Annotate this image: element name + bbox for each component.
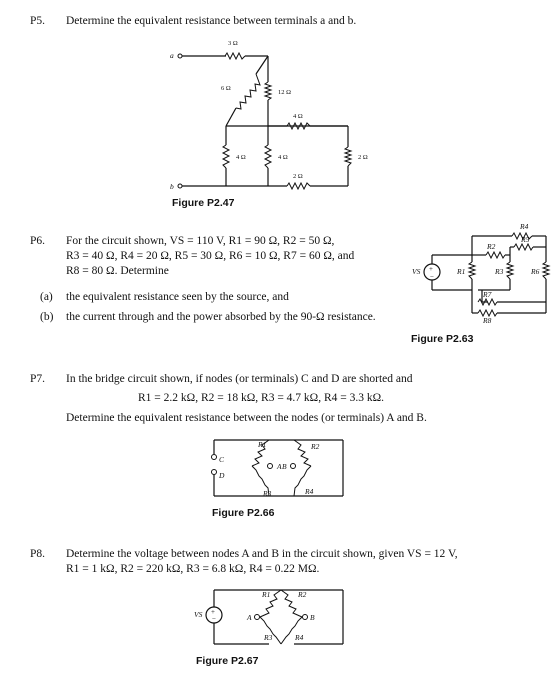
resistor-label-r5: R5 — [521, 235, 530, 244]
resistor-label-r4: R4 — [295, 633, 304, 642]
figure-caption-p2-63: Figure P2.63 — [411, 333, 474, 345]
problem-p6-part-b-text: the current through and the power absorbed by the 90-Ω resistance. — [66, 311, 376, 323]
resistor-label-r1: R1 — [457, 267, 466, 276]
resistor-label-r3: R3 — [495, 267, 504, 276]
resistor-label-3ohm: 3 Ω — [228, 40, 238, 47]
svg-text:+: + — [211, 608, 215, 616]
problem-p6-line3: R8 = 80 Ω. Determine — [66, 265, 169, 277]
problem-number-p8: P8. — [30, 548, 46, 560]
terminal-b-label: b — [170, 182, 174, 191]
resistor-label-2ohm-bottom: 2 Ω — [293, 173, 303, 180]
figure-caption-p2-47: Figure P2.47 — [172, 197, 235, 209]
problem-p7-line2: R1 = 2.2 kΩ, R2 = 18 kΩ, R3 = 4.7 kΩ, R4 = 3.3 kΩ. — [138, 392, 385, 404]
node-d-label: D — [219, 471, 225, 480]
svg-text:−: − — [212, 615, 216, 623]
problem-p6-part-a-text: the equivalent resistance seen by the source, and — [66, 291, 289, 303]
svg-text:−: − — [430, 273, 434, 281]
resistor-label-r3: R3 — [264, 633, 273, 642]
problem-p6-line2: R3 = 40 Ω, R4 = 20 Ω, R5 = 30 Ω, R6 = 10 Ω, R7 = 60 Ω, and — [66, 250, 355, 262]
node-a-label: A — [247, 613, 252, 622]
resistor-label-12ohm: 12 Ω — [278, 89, 291, 96]
resistor-label-r2: R2 — [298, 590, 307, 599]
resistor-label-6ohm: 6 Ω — [221, 85, 231, 92]
problem-p8-line1: Determine the voltage between nodes A and B in the circuit shown, given VS = 12 V, — [66, 548, 458, 560]
resistor-label-4ohm-mid: 4 Ω — [278, 154, 288, 161]
resistor-label-r2: R2 — [487, 242, 496, 251]
resistor-label-r4: R4 — [305, 487, 314, 496]
resistor-label-r1: R1 — [258, 440, 267, 449]
problem-number-p5: P5. — [30, 15, 46, 27]
problem-p6-part-a-label: (a) — [40, 291, 53, 303]
problem-p8-line2: R1 = 1 kΩ, R2 = 220 kΩ, R3 = 6.8 kΩ, R4 = 0.22 MΩ. — [66, 563, 320, 575]
resistor-label-r2: R2 — [311, 442, 320, 451]
resistor-label-r3: R3 — [263, 489, 272, 498]
resistor-label-r4: R4 — [520, 222, 529, 231]
terminal-a-label: a — [170, 51, 174, 60]
problem-p7-line3: Determine the equivalent resistance between the nodes (or terminals) A and B. — [66, 412, 427, 424]
problem-p7-line1: In the bridge circuit shown, if nodes (or terminals) C and D are shorted and — [66, 373, 413, 385]
node-b-label: B — [282, 462, 287, 471]
resistor-label-4ohm-left: 4 Ω — [236, 154, 246, 161]
resistor-label-r7: R7 — [483, 290, 492, 299]
node-b-label: B — [310, 613, 315, 622]
node-c-label: C — [219, 455, 225, 464]
resistor-label-r8: R8 — [483, 316, 492, 325]
figure-caption-p2-67: Figure P2.67 — [196, 655, 259, 667]
resistor-label-r6: R6 — [531, 267, 540, 276]
resistor-label-2ohm-right: 2 Ω — [358, 154, 368, 161]
problem-p6-part-b-label: (b) — [40, 311, 54, 323]
source-vs-label: VS — [194, 610, 203, 619]
node-a-label: A — [277, 462, 282, 471]
problem-p5-text: Determine the equivalent resistance between terminals a and b. — [66, 15, 357, 27]
figure-caption-p2-66: Figure P2.66 — [212, 507, 275, 519]
resistor-label-4ohm-top: 4 Ω — [293, 113, 303, 120]
problem-number-p6: P6. — [30, 235, 46, 247]
svg-text:+: + — [429, 265, 433, 273]
problem-number-p7: P7. — [30, 373, 46, 385]
resistor-label-r1: R1 — [262, 590, 271, 599]
source-vs-label: VS — [412, 267, 421, 276]
problem-p6-line1: For the circuit shown, VS = 110 V, R1 = 90 Ω, R2 = 50 Ω, — [66, 235, 335, 247]
